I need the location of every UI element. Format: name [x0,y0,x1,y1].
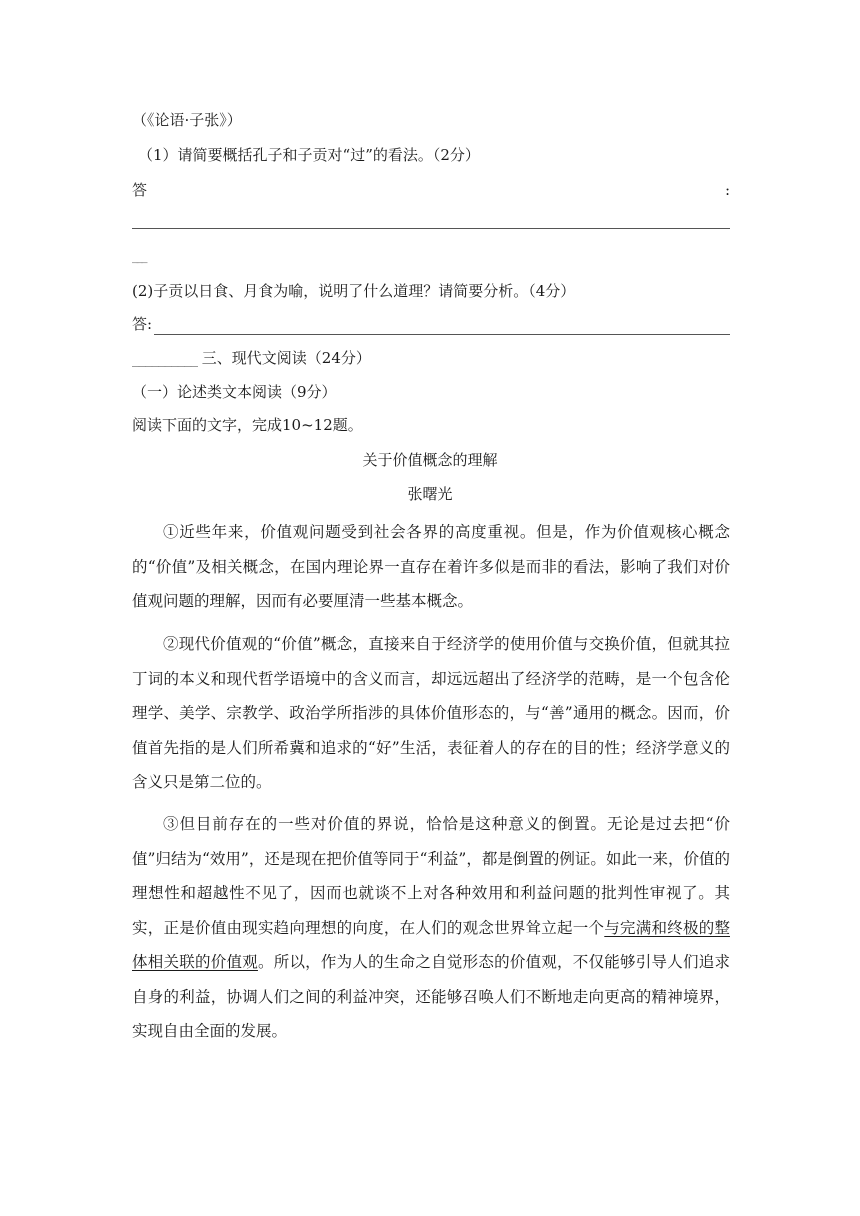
reading-instruction: 阅读下面的文字，完成10~12题。 [132,416,363,434]
question-1-answer-blank[interactable] [132,228,730,229]
question-2-answer-row [132,313,730,335]
question-1-answer-tail: ___ [132,249,146,264]
article-paragraph-2: ②现代价值观的“价值”概念，直接来自于经济学的使用价值与交换价值，但就其拉丁词的本义和现代哲学语境中的含义而言，却远远超出了经济学的范畴，是一个包含伦理学、美学、宗教学、政治学所指涉的具体价值形态的，与“善”通用的概念。因而，价值首先指的是人们所希冀和追求的“好”生活，表征着人的存在的目的性；经济学意义的含义只是第二位的。 [132,635,730,791]
source-citation: （《论语·子张》） [132,111,242,129]
question-2-prompt: (2)子贡以日食、月食为喻，说明了什么道理？请简要分析。（4分） [132,282,576,300]
article-paragraph-3-underlined-phrase: 与完满和终极的整体相关联的价值观 [132,918,730,971]
question-1-answer-colon: : [724,181,730,199]
article-paragraph-1: ①近些年来，价值观问题受到社会各界的高度重视。但是，作为价值观核心概念的“价值”及相关概念，在国内理论界一直存在着许多似是而非的看法，影响了我们对价值观问题的理解，因而有必要厘清一些基本概念。 [132,523,730,610]
question-1-prompt: （1）请简要概括孔子和子贡对“过”的看法。（2分） [138,146,480,164]
article-title: 关于价值概念的理解 [362,451,498,469]
question-1-answer-label: 答 [132,181,148,199]
article-author: 张曙光 [407,485,453,503]
section-3-heading: 三、现代文阅读（24分） [201,349,371,367]
question-2-answer-lead: __________ [132,349,197,367]
article-paragraph-3-part-1: ③但目前存在的一些对价值的界说，恰恰是这种意义的倒置。无论是过去把“价值”归结为“效用”，还是现在把价值等同于“利益”，都是倒置的例证。如此一来，价值的理想性和超越性不见了，因而也就谈不上对各种效用和利益问题的批判性审视了。其实，正是价值由现实趋向理想的向度，在人们的观念世界耸立起一个 [132,815,730,937]
section-3-heading-row [132,348,371,368]
article-paragraph-3 [132,807,730,1049]
question-1-answer-row [132,179,730,201]
question-2-answer-blank[interactable] [154,318,730,335]
article-paragraph-3-part-2: 。所以，作为人的生命之自觉形态的价值观，不仅能够引导人们追求自身的利益，协调人们之间的利益冲突，还能够召唤人们不断地走向更高的精神境界，实现自由全面的发展。 [132,953,730,1040]
question-2-answer-label: 答: [132,315,153,333]
section-3-subheading: （一）论述类文本阅读（9分） [132,383,337,401]
